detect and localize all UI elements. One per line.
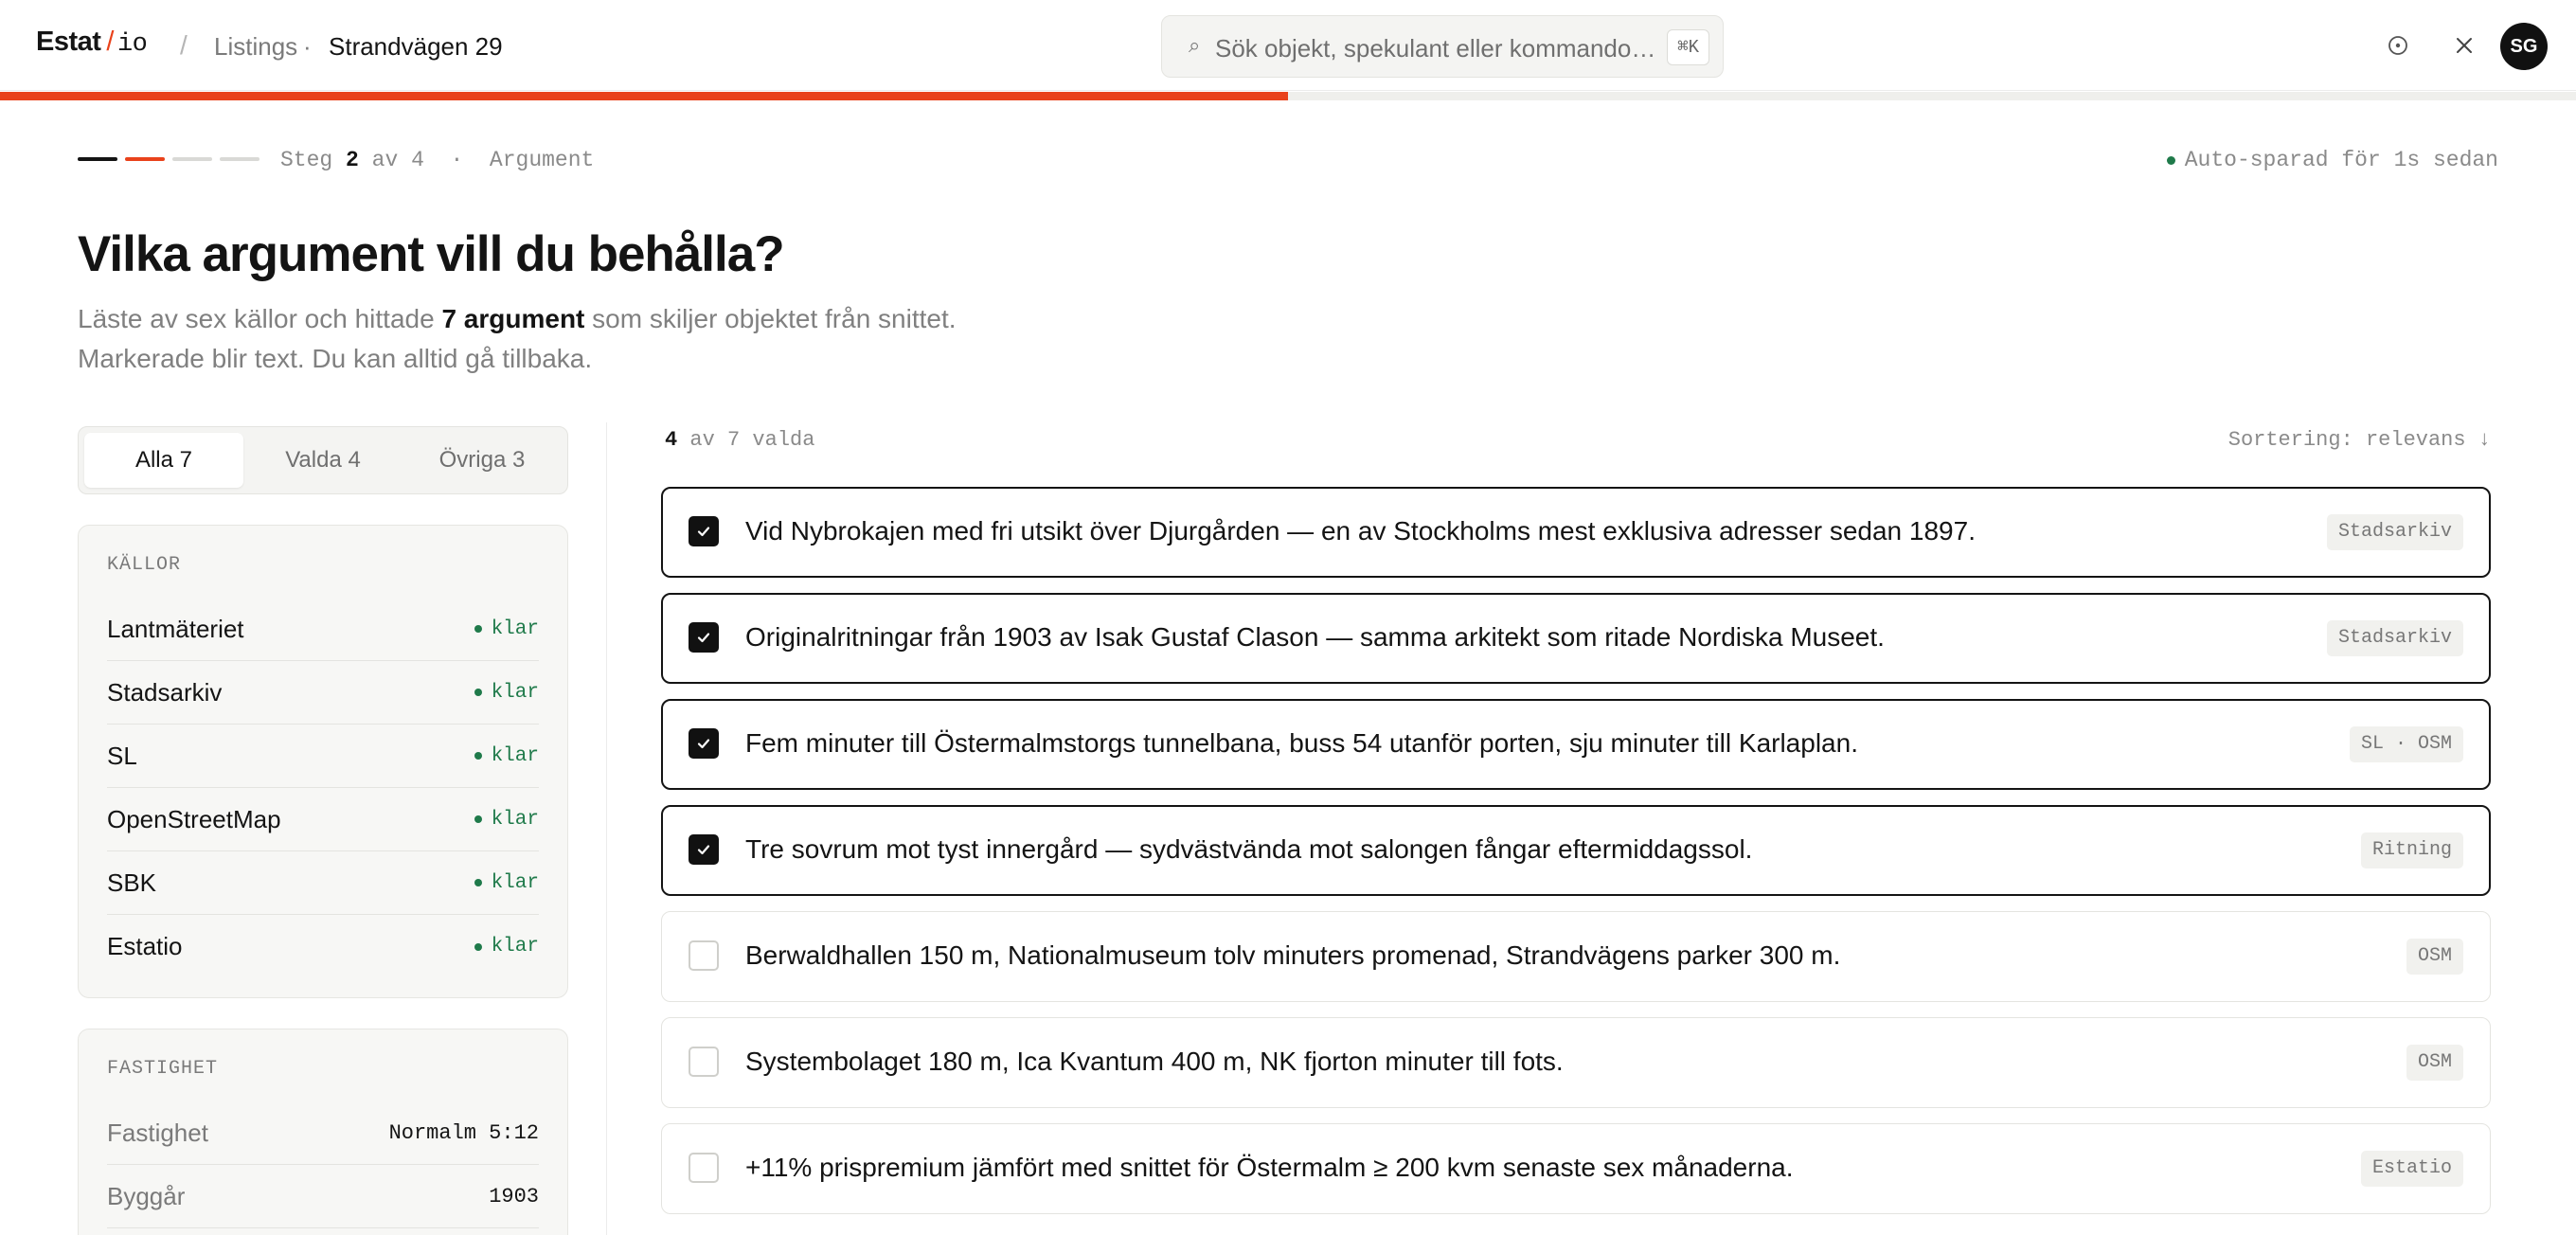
source-status-text: klar — [491, 871, 539, 894]
source-badge: OSM — [2406, 1045, 2463, 1081]
argument-card[interactable] — [661, 593, 2491, 684]
source-status — [474, 872, 539, 894]
source-status-text: klar — [491, 681, 539, 704]
argument-checkbox[interactable] — [689, 728, 719, 759]
property-row — [107, 1101, 539, 1165]
step-label — [280, 148, 594, 172]
breadcrumb-current: Strandvägen 29 — [329, 32, 503, 61]
autosave-status — [2167, 148, 2498, 172]
source-badge: Ritning — [2361, 832, 2463, 868]
step-name: Argument — [489, 148, 595, 172]
filter-tabs — [78, 426, 568, 494]
source-status-text: klar — [491, 936, 539, 958]
source-status-text: klar — [491, 808, 539, 831]
breadcrumb-dot: · — [303, 32, 312, 61]
lede-text-end: som skiljer objektet från snittet. — [584, 304, 957, 333]
step-label-prefix: Steg — [280, 148, 333, 172]
status-dot — [474, 752, 482, 760]
source-badge: Estatio — [2361, 1151, 2463, 1187]
source-name: Estatio — [107, 932, 183, 960]
lede-line-2: Markerade blir text. Du kan alltid gå tillbaka. — [78, 344, 593, 373]
argument-card[interactable] — [661, 699, 2491, 790]
property-key: Fastighet — [107, 1118, 208, 1147]
selection-count-suffix: av 7 valda — [677, 428, 815, 452]
source-status — [474, 936, 539, 958]
source-badge: Stadsarkiv — [2327, 620, 2463, 656]
check-icon — [695, 735, 712, 752]
source-status — [474, 745, 539, 767]
source-badge: Stadsarkiv — [2327, 514, 2463, 550]
tab-filter[interactable]: Alla 7 — [84, 433, 243, 488]
argument-card[interactable] — [661, 911, 2491, 1002]
sort-dropdown[interactable]: Sortering: relevans ↓ — [2227, 428, 2491, 452]
selection-count — [665, 428, 814, 452]
argument-text: Systembolaget 180 m, Ica Kvantum 400 m, NK fjorton minuter till fots. — [745, 1047, 1564, 1076]
source-status — [474, 618, 539, 640]
check-icon — [695, 841, 712, 858]
argument-text: Tre sovrum mot tyst innergård — sydvästvända mot salongen fångar eftermiddagssol. — [745, 834, 1753, 864]
source-badge: OSM — [2406, 939, 2463, 975]
brand-logo[interactable] — [36, 27, 147, 59]
source-row — [107, 851, 539, 915]
source-status-text: klar — [491, 744, 539, 767]
source-name: SBK — [107, 868, 157, 897]
argument-checkbox[interactable] — [689, 1047, 719, 1077]
argument-card[interactable] — [661, 1123, 2491, 1214]
help-icon[interactable] — [2375, 23, 2421, 68]
source-row — [107, 661, 539, 725]
source-row — [107, 598, 539, 661]
argument-text: Fem minuter till Östermalmstorgs tunnelbana, buss 54 utanför porten, sju minuter till Karlaplan. — [745, 728, 1858, 758]
lede-bold: 7 argument — [441, 304, 585, 333]
step-segment — [220, 157, 259, 161]
status-dot — [2167, 156, 2175, 165]
argument-card[interactable] — [661, 1017, 2491, 1108]
status-dot — [474, 625, 482, 633]
argument-text: Originalritningar från 1903 av Isak Gustaf Clason — samma arkitekt som ritade Nordiska Museet. — [745, 622, 1885, 652]
check-icon — [695, 523, 712, 540]
step-segment — [125, 157, 165, 161]
close-icon — [2454, 35, 2475, 56]
step-segment — [78, 157, 117, 161]
search-placeholder: Sök objekt, spekulant eller kommando… — [1215, 34, 1656, 63]
property-key: Byggår — [107, 1181, 186, 1210]
step-total: av 4 — [371, 148, 424, 172]
lede-text: Läste av sex källor och hittade — [78, 304, 442, 333]
status-dot — [474, 943, 482, 951]
source-row — [107, 788, 539, 851]
progress-bar — [0, 92, 2576, 100]
close-button[interactable] — [2442, 23, 2487, 68]
check-icon — [695, 629, 712, 646]
progress-bar-fill — [0, 92, 1288, 100]
selection-count-value: 4 — [665, 428, 678, 452]
breadcrumb-listings[interactable]: Listings — [214, 32, 298, 61]
tab-filter[interactable]: Övriga 3 — [438, 447, 526, 473]
step-segment — [172, 157, 212, 161]
argument-checkbox[interactable] — [689, 1153, 719, 1183]
column-divider — [606, 422, 607, 1235]
step-sep: · — [450, 148, 464, 172]
source-status — [474, 682, 539, 704]
property-heading: FASTIGHET — [107, 1058, 219, 1080]
source-status — [474, 809, 539, 831]
argument-checkbox[interactable] — [689, 834, 719, 865]
property-value: Normalm 5:12 — [388, 1120, 539, 1145]
avatar[interactable]: SG — [2500, 23, 2548, 70]
argument-text: +11% prispremium jämfört med snittet för Östermalm ≥ 200 kvm senaste sex månaderna. — [745, 1153, 1794, 1182]
property-row — [107, 1165, 539, 1228]
argument-checkbox[interactable] — [689, 516, 719, 546]
step-current: 2 — [346, 148, 359, 172]
help-circle-icon — [2387, 34, 2409, 57]
sources-panel — [78, 525, 568, 998]
source-row — [107, 915, 539, 978]
argument-text: Berwaldhallen 150 m, Nationalmuseum tolv minuters promenad, Strandvägens parker 300 m. — [745, 940, 1841, 970]
step-indicator — [78, 157, 259, 161]
argument-card[interactable] — [661, 805, 2491, 896]
status-dot — [474, 689, 482, 696]
argument-checkbox[interactable] — [689, 622, 719, 653]
argument-text: Vid Nybrokajen med fri utsikt över Djurgården — en av Stockholms mest exklusiva adresser sedan 1897. — [745, 516, 1976, 546]
search-input[interactable] — [1161, 15, 1724, 78]
page-title: Vilka argument vill du behålla? — [78, 226, 784, 282]
source-row — [107, 725, 539, 788]
brand-name: Estat — [36, 27, 101, 57]
property-panel — [78, 1029, 568, 1235]
property-value: 1903 — [489, 1184, 539, 1208]
source-name: SL — [107, 741, 137, 770]
source-name: OpenStreetMap — [107, 804, 281, 833]
source-status-text: klar — [491, 618, 539, 640]
source-name: Stadsarkiv — [107, 677, 223, 707]
sources-heading: KÄLLOR — [107, 554, 182, 576]
top-bar — [0, 0, 2576, 91]
brand-suffix: io — [116, 30, 148, 59]
search-shortcut-badge: ⌘K — [1667, 29, 1709, 65]
status-dot — [474, 879, 482, 886]
status-dot — [474, 815, 482, 823]
search-icon: ⌕ — [1189, 33, 1201, 57]
page-description — [78, 299, 957, 379]
autosave-text: Auto-sparad för 1s sedan — [2184, 148, 2498, 172]
argument-checkbox[interactable] — [689, 940, 719, 971]
argument-card[interactable] — [661, 487, 2491, 578]
source-badge: SL · OSM — [2350, 726, 2463, 762]
brand-slash: / — [106, 27, 114, 57]
source-name: Lantmäteriet — [107, 614, 244, 643]
breadcrumb-separator: / — [180, 30, 188, 60]
tab-filter[interactable]: Valda 4 — [285, 447, 361, 473]
